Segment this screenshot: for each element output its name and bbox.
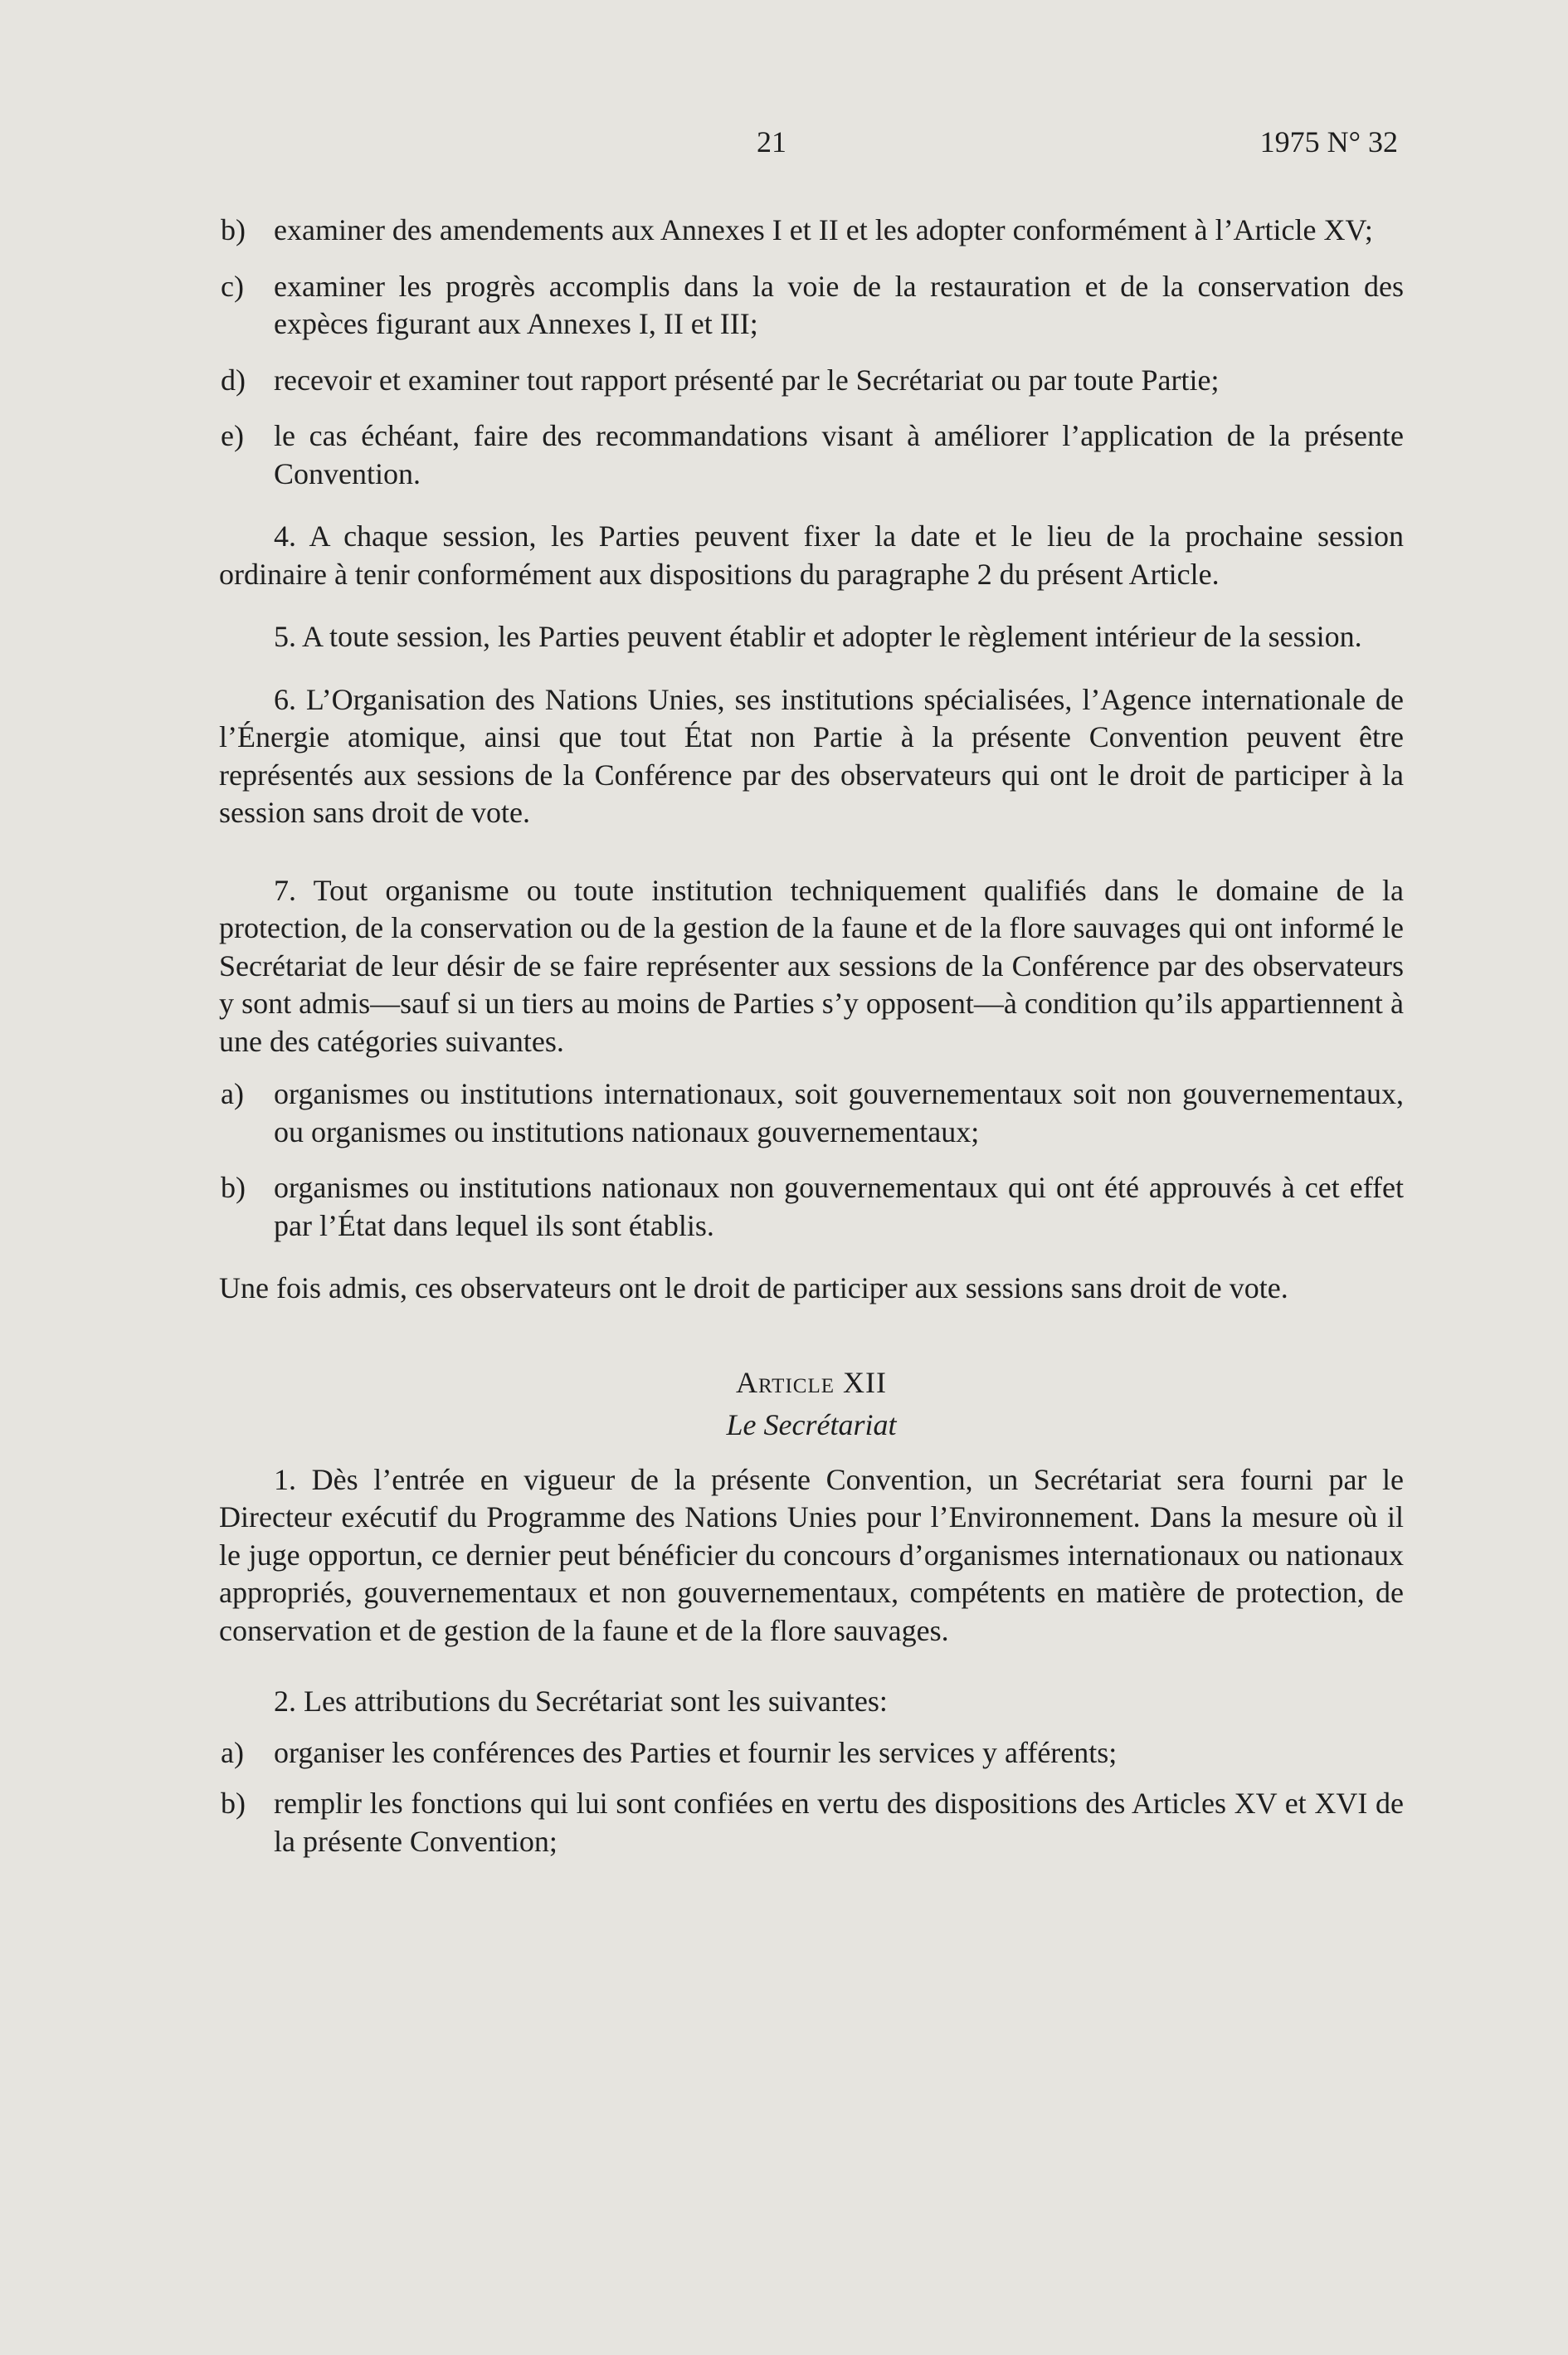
paragraph-observers-admitted: Une fois admis, ces observateurs ont le droit de participer aux sessions sans droit de vote. xyxy=(219,1271,1288,1304)
list-item-text: le cas échéant, faire des recommandations visant à améliorer l’application de la présente Convention. xyxy=(274,419,1404,490)
paragraph-secretariat-2: 2. Les attributions du Secrétariat sont les suivantes: xyxy=(274,1685,888,1718)
list-item-text: organiser les conférences des Parties et fournir les services y afférents; xyxy=(274,1735,1118,1769)
list-item xyxy=(219,1169,1404,1245)
list-item-label: c) xyxy=(221,269,244,303)
list-item-text: remplir les fonctions qui lui sont confiées en vertu des dispositions des Articles XV et XVI de la présente Convention; xyxy=(274,1787,1404,1858)
list-item-label: a) xyxy=(221,1735,244,1769)
list-item-text: examiner des amendements aux Annexes I et II et les adopter conformément à l’Article XV; xyxy=(274,213,1373,246)
list-item-text: organismes ou institutions nationaux non gouvernementaux qui ont été approuvés à cet effet par l’État dans lequel ils sont établis. xyxy=(274,1171,1404,1242)
list-item xyxy=(219,1734,1404,1772)
list-item-label: b) xyxy=(221,1787,246,1820)
list-item-label: e) xyxy=(221,419,244,452)
paragraph-4: 4. A chaque session, les Parties peuvent fixer la date et le lieu de la prochaine session ordinaire à tenir conformément aux dispositions du paragraphe 2 du présent Article. xyxy=(219,519,1404,591)
list-item-text: organismes ou institutions internationaux, soit gouvernementaux soit non gouvernementaux, ou organismes ou institutions nationaux gouvernementaux; xyxy=(274,1077,1404,1148)
page-number: 21 xyxy=(757,125,786,158)
paragraph-secretariat-1: 1. Dès l’entrée en vigueur de la présente Convention, un Secrétariat sera fourni par le Directeur exécutif du Programme des Nations Unies pour l’Environnement. Dans la mesure où il le juge opportun, ce dernier peut bénéficier du concours d’organismes internationaux ou nationaux appropriés, gouvernementaux et non gouvernementaux, compétents en matière de protection, de conservation et de gestion de la faune et de la flore sauvages. xyxy=(219,1462,1404,1647)
list-item-label: b) xyxy=(221,1171,246,1204)
paragraph-6: 6. L’Organisation des Nations Unies, ses institutions spécialisées, l’Agence internationale de l’Énergie atomique, ainsi que tout État non Partie à la présente Convention peuvent être représentés aux sessions de la Conférence par des observateurs qui ont le droit de participer à la session sans droit de vote. xyxy=(219,682,1404,829)
article-title: Article XII xyxy=(736,1365,887,1399)
paragraph-7: 7. Tout organisme ou toute institution techniquement qualifiés dans le domaine de la protection, de la conservation ou de la gestion de la faune et de la flore sauvages qui ont informé le Secrétariat de leur désir de se faire représenter aux sessions de la Conférence par des observateurs y sont admis—sauf si un tiers au moins de Parties s’y opposent—à condition qu’ils appartiennent à une des catégories suivantes. xyxy=(219,873,1404,1058)
list-item-text: examiner les progrès accomplis dans la voie de la restauration et de la conservation des expèces figurant aux Annexes I, II et III; xyxy=(274,269,1404,340)
list-item-label: b) xyxy=(221,213,246,246)
list-item xyxy=(219,212,1404,250)
list-item-text: recevoir et examiner tout rapport présenté par le Secrétariat ou par toute Partie; xyxy=(274,363,1220,397)
list-item xyxy=(219,268,1404,344)
list-item xyxy=(219,1075,1404,1151)
page-header xyxy=(0,124,1568,174)
paragraph-5: 5. A toute session, les Parties peuvent établir et adopter le règlement intérieur de la session. xyxy=(274,620,1362,653)
treaty-reference: 1975 N° 32 xyxy=(1259,125,1398,158)
article-subtitle: Le Secrétariat xyxy=(726,1408,897,1441)
list-item xyxy=(219,362,1404,400)
list-item xyxy=(219,417,1404,493)
list-item-label: a) xyxy=(221,1077,244,1110)
document-body xyxy=(219,212,1404,1860)
list-item-label: d) xyxy=(221,363,246,397)
list-item xyxy=(219,1785,1404,1860)
